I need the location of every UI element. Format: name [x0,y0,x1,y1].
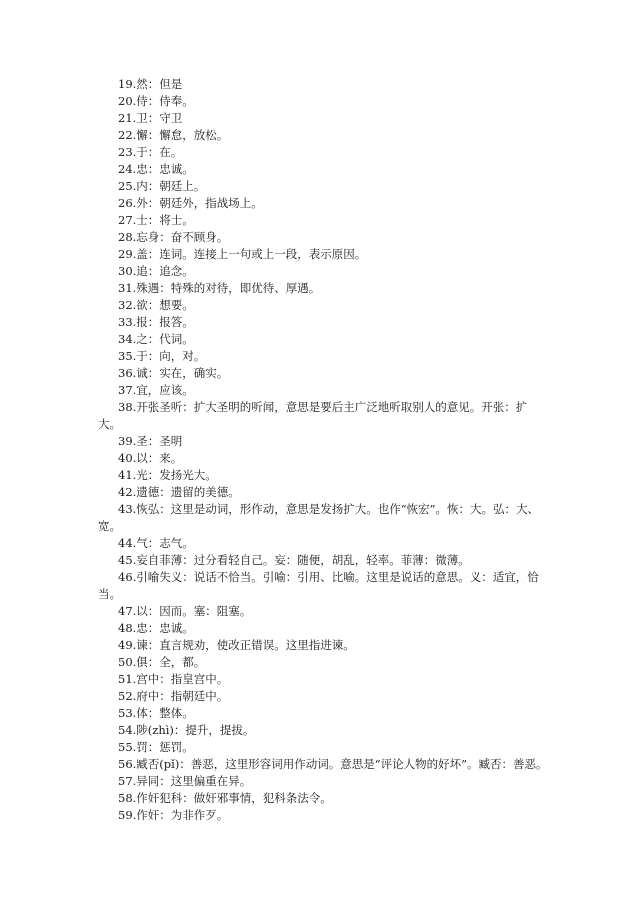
annotation-item: 59.作奸：为非作歹。 [118,808,229,822]
annotation-item: 26.外：朝廷外，指战场上。 [118,196,263,210]
annotation-item: 43.恢弘：这里是动词，形作动，意思是发扬扩大。也作“恢宏”。恢：大。弘：大、宽。 [98,502,540,533]
annotation-item: 21.卫：守卫 [118,111,183,125]
annotation-item: 30.追：追念。 [118,264,194,278]
annotation-item: 50.俱：全，都。 [118,655,206,669]
annotation-item: 47.以：因而。塞：阻塞。 [118,604,252,618]
annotation-item: 38.开张圣听：扩大圣明的听闻，意思是要后主广泛地听取别人的意见。开张：扩大。 [98,400,528,431]
annotation-item: 42.遗德：遗留的美德。 [118,485,240,499]
annotation-item: 23.于：在。 [118,145,183,159]
annotation-item: 48.忠：忠诚。 [118,621,194,635]
annotation-item: 52.府中：指朝廷中。 [118,689,229,703]
annotation-item: 19.然：但是 [118,77,183,91]
annotation-item: 51.宫中：指皇宫中。 [118,672,229,686]
annotation-item: 25.内：朝廷上。 [118,179,206,193]
annotation-item: 54.陟(zhì)：提升，提拔。 [118,723,255,737]
annotation-item: 56.臧否(pǐ)：善恶，这里形容词用作动词。意思是“评论人物的好坏”。臧否：善恶。 [118,757,548,771]
annotation-item: 24.忠：忠诚。 [118,162,194,176]
annotation-item: 58.作奸犯科：做奸邪事情，犯科条法令。 [118,791,332,805]
annotation-item: 33.报：报答。 [118,315,194,329]
annotation-item: 41.光：发扬光大。 [118,468,217,482]
annotation-item: 36.诚：实在，确实。 [118,366,229,380]
annotation-item: 34.之：代词。 [118,332,194,346]
annotation-item: 40.以：来。 [118,451,183,465]
annotation-item: 27.士：将士。 [118,213,194,227]
annotation-item: 28.忘身：奋不顾身。 [118,230,229,244]
annotation-item: 39.圣：圣明 [118,434,183,448]
annotation-item: 45.妄自菲薄：过分看轻自己。妄：随便，胡乱，轻率。菲薄：微薄。 [118,553,470,567]
annotation-item: 46.引喻失义：说话不恰当。引喻：引用、比喻。这里是说话的意思。义：适宜，恰当。 [98,570,539,601]
annotation-item: 22.懈：懈怠，放松。 [118,128,229,142]
annotation-item: 53.体：整体。 [118,706,194,720]
annotation-item: 37.宜，应该。 [118,383,194,397]
annotation-item: 32.欲：想要。 [118,298,194,312]
annotation-item: 44.气：志气。 [118,536,194,550]
annotation-list [98,76,548,824]
annotation-item: 57.异同：这里偏重在异。 [118,774,252,788]
annotation-item: 29.盖：连词。连接上一句或上一段，表示原因。 [118,247,367,261]
annotation-item: 20.侍：侍奉。 [118,94,194,108]
annotation-item: 49.谏：直言规劝，使改正错误。这里指进谏。 [118,638,355,652]
annotation-item: 35.于：向，对。 [118,349,206,363]
annotation-item: 55.罚：惩罚。 [118,740,194,754]
annotation-item: 31.殊遇：特殊的对待，即优待、厚遇。 [118,281,321,295]
